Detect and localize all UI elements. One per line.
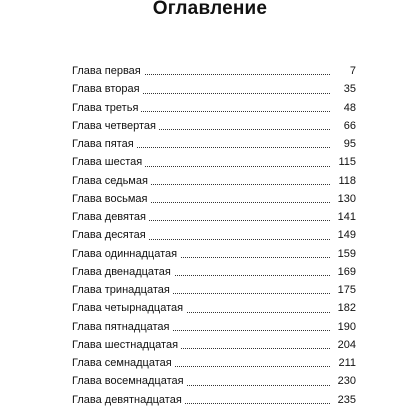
toc-entry[interactable] (72, 80, 356, 98)
toc-entry[interactable] (72, 117, 356, 135)
chapter-title: Глава пятая (72, 135, 137, 153)
toc-entry[interactable] (72, 299, 356, 317)
toc-entry[interactable] (72, 336, 356, 354)
toc-list (72, 62, 356, 409)
page-number: 159 (337, 247, 356, 260)
chapter-title: Глава четырнадцатая (72, 299, 186, 317)
chapter-title: Глава четвертая (72, 117, 159, 135)
chapter-title: Глава восемнадцатая (72, 372, 187, 390)
toc-entry[interactable] (72, 135, 356, 153)
chapter-title: Глава первая (72, 62, 144, 80)
chapter-title: Глава шестая (72, 153, 145, 171)
chapter-title: Глава одиннадцатая (72, 245, 180, 263)
toc-entry[interactable] (72, 226, 356, 244)
chapter-title: Глава девятая (72, 208, 149, 226)
page-number: 7 (349, 65, 356, 77)
page-number: 211 (338, 357, 356, 369)
toc-entry[interactable] (72, 190, 356, 208)
toc-entry[interactable] (72, 208, 356, 226)
page-number: 141 (337, 211, 356, 223)
toc-entry[interactable] (72, 391, 356, 409)
toc-entry[interactable] (72, 354, 356, 372)
toc-entry[interactable] (72, 281, 356, 299)
page-number: 115 (338, 156, 356, 169)
page-number: 230 (337, 375, 356, 388)
toc-entry[interactable] (72, 245, 356, 263)
chapter-title: Глава тринадцатая (72, 281, 173, 299)
toc-entry[interactable] (72, 263, 356, 281)
chapter-title: Глава десятая (72, 226, 149, 244)
page-number: 149 (337, 229, 356, 242)
page-number: 204 (337, 338, 356, 351)
page-title: Оглавление (152, 0, 268, 19)
page-number: 182 (337, 302, 356, 315)
toc-entry[interactable] (72, 62, 356, 80)
chapter-title: Глава девятнадцатая (72, 391, 185, 409)
page-number: 95 (343, 138, 356, 150)
page-number: 48 (343, 101, 356, 114)
toc-entry[interactable] (72, 172, 356, 190)
toc-entry[interactable] (72, 372, 356, 390)
page-number: 35 (343, 83, 356, 96)
chapter-title: Глава пятнадцатая (72, 318, 173, 336)
chapter-title: Глава восьмая (72, 190, 150, 208)
chapter-title: Глава третья (72, 99, 141, 117)
page-number: 118 (338, 174, 356, 187)
chapter-title: Глава двенадцатая (72, 263, 174, 281)
toc-entry[interactable] (72, 153, 356, 171)
page-number: 235 (337, 393, 356, 406)
toc-entry[interactable] (72, 318, 356, 336)
toc-entry[interactable] (72, 99, 356, 117)
page-number: 130 (337, 192, 356, 205)
chapter-title: Глава шестнадцатая (72, 336, 181, 354)
chapter-title: Глава семнадцатая (72, 354, 175, 372)
page-number: 169 (337, 265, 356, 278)
chapter-title: Глава вторая (72, 80, 143, 98)
page-number: 66 (343, 119, 356, 132)
chapter-title: Глава седьмая (72, 172, 151, 190)
page-number: 175 (337, 284, 356, 296)
page-number: 190 (337, 320, 356, 333)
